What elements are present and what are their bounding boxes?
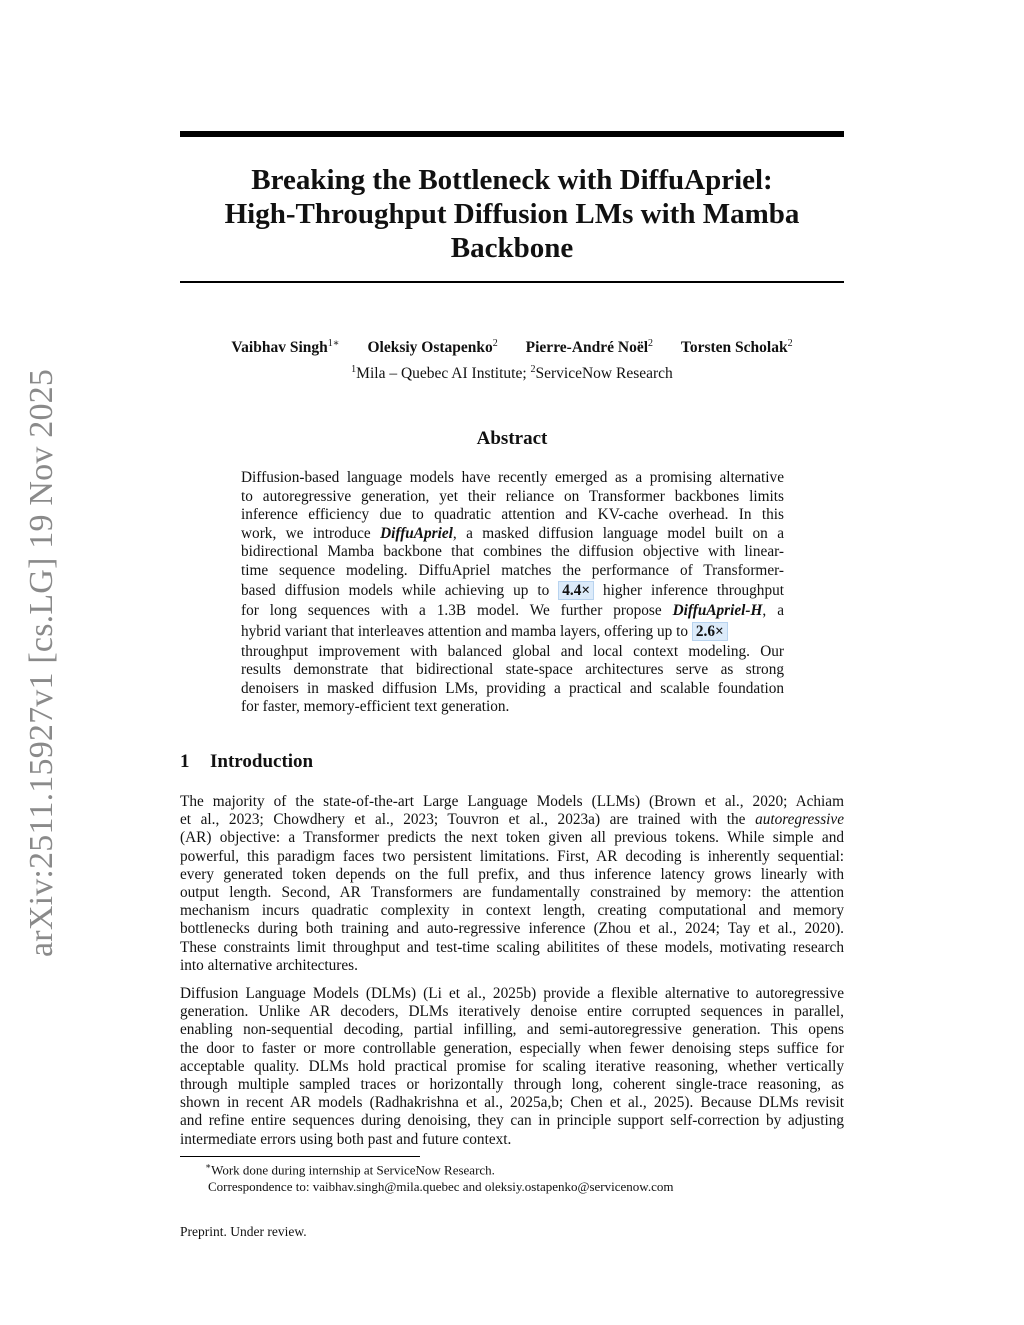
title-top-rule	[180, 131, 844, 137]
author-list	[180, 338, 844, 357]
paragraph-line: generation. Unlike AR decoders, DLMs iteratively denoise entire corrupted sequences in parallel,	[180, 1003, 844, 1021]
paragraph	[180, 793, 844, 975]
paragraph-line: et al., 2023; Chowdhery et al., 2023; Touvron et al., 2023a) are trained with the autoregressive	[180, 811, 844, 829]
abstract-body	[241, 469, 784, 717]
paragraph-line: into alternative architectures.	[180, 956, 358, 974]
paragraph-line: shown in recent AR models (Radhakrishna et al., 2025a,b; Chen et al., 2025). Because DLMs revisit	[180, 1094, 844, 1112]
author: Pierre-André Noël$^2$	[525, 338, 654, 357]
speedup-highlight: 4.4×	[558, 581, 594, 600]
paragraph-line: mechanism incurs quadratic complexity in context length, creating computational and memory	[180, 902, 844, 920]
abstract-line: results demonstrate that bidirectional state-space architectures serve as strong	[241, 661, 784, 678]
paragraph-line: through multiple sampled traces or horizontally through long, coherent single-trace reasoning, as	[180, 1076, 844, 1094]
abstract-line: denoisers in masked diffusion LMs, providing a practical and scalable foundation	[241, 679, 784, 697]
footnote-rule	[180, 1156, 420, 1157]
author: Torsten Scholak$^2$	[680, 338, 793, 357]
affiliations: $^1$Mila – Quebec AI Institute; $^2$ServiceNow Research	[351, 364, 673, 383]
abstract-line: inference efficiency due to quadratic attention and KV-cache overhead. In this	[241, 506, 784, 523]
title-bottom-rule	[180, 281, 844, 283]
abstract-line: for faster, memory-efficient text generation.	[241, 698, 510, 715]
preprint-notice: Preprint. Under review.	[180, 1224, 307, 1239]
paragraph-line: Diffusion Language Models (DLMs) (Li et al., 2025b) provide a flexible alternative to autoregressive	[180, 985, 844, 1002]
abstract-line: work, we introduce DiffuApriel, a masked diffusion language model built on a	[241, 524, 784, 542]
paragraph-line: (AR) objective: a Transformer predicts the next token given all previous tokens. While simple and	[180, 829, 844, 847]
section-title: Introduction	[210, 751, 314, 772]
author: Oleksiy Ostapenko$^2$	[367, 338, 498, 357]
abstract-line: hybrid variant that interleaves attention and mamba layers, offering up to 2.6×	[241, 621, 784, 643]
paragraph	[180, 985, 844, 1149]
section-heading	[180, 751, 313, 773]
abstract-line: for long sequences with a 1.3B model. We further propose DiffuApriel-H, a	[241, 602, 784, 619]
section-number: 1	[180, 751, 190, 772]
correspondence-note: Correspondence to: vaibhav.singh@mila.quebec and oleksiy.ostapenko@servicenow.com	[208, 1179, 674, 1194]
title-line: Backbone	[450, 232, 574, 264]
paragraph-line: bottlenecks during both training and auto-regressive inference (Zhou et al., 2024; Tay et al., 2020).	[180, 920, 844, 938]
paragraph-line: output length. Second, AR Transformers are fundamentally constrained by memory: the attention	[180, 884, 844, 902]
paragraph-line: and refine entire sequences during denoising, they can in principle support self-correction by adjusting	[180, 1112, 844, 1130]
abstract-line: time sequence modeling. DiffuApriel matches the performance of Transformer-	[241, 561, 784, 579]
paragraph-line: the door to faster or more controllable generation, especially when fewer denoising steps suffice for	[180, 1039, 844, 1057]
title-line: Breaking the Bottleneck with DiffuApriel:	[251, 164, 773, 196]
paragraph-line: intermediate errors using both past and future context.	[180, 1130, 512, 1148]
footnote: ∗Work done during internship at ServiceNow Research.	[205, 1161, 495, 1178]
abstract-line: Diffusion-based language models have recently emerged as a promising alternative	[241, 469, 784, 486]
arxiv-identifier: arXiv:2511.15927v1 [cs.LG] 19 Nov 2025	[23, 368, 60, 957]
speedup-highlight: 2.6×	[692, 622, 728, 641]
author: Vaibhav Singh$^{1∗}$	[231, 338, 340, 357]
paper-title	[180, 163, 844, 265]
abstract-heading: Abstract	[476, 428, 548, 449]
abstract-line: based diffusion models while achieving up to 4.4× higher inference throughput	[241, 582, 784, 599]
title-line: High-Throughput Diffusion LMs with Mamba	[224, 198, 800, 230]
paragraph-line: enabling non-sequential decoding, partial infilling, and semi-autoregressive generation. This opens	[180, 1021, 844, 1039]
paragraph-line: acceptable quality. DLMs hold practical promise for scaling iterative reasoning, whether vertically	[180, 1057, 844, 1075]
abstract-line: throughput improvement with balanced global and local context modeling. Our	[241, 642, 784, 660]
paragraph-line: These constraints limit throughput and test-time scaling abilitites of these models, motivating research	[180, 938, 844, 956]
abstract-line: to autoregressive generation, yet their reliance on Transformer backbones limits	[241, 487, 784, 505]
paragraph-line: powerful, this paradigm faces two persistent limitations. First, AR decoding is inherently sequential:	[180, 847, 844, 865]
abstract-line: bidirectional Mamba backbone that combines the diffusion objective with linear-	[241, 543, 784, 560]
paragraph-line: The majority of the state-of-the-art Large Language Models (LLMs) (Brown et al., 2020; Achiam	[180, 793, 844, 810]
paragraph-line: every generated token depends on the full prefix, and thus inference latency grows linearly with	[180, 865, 844, 883]
